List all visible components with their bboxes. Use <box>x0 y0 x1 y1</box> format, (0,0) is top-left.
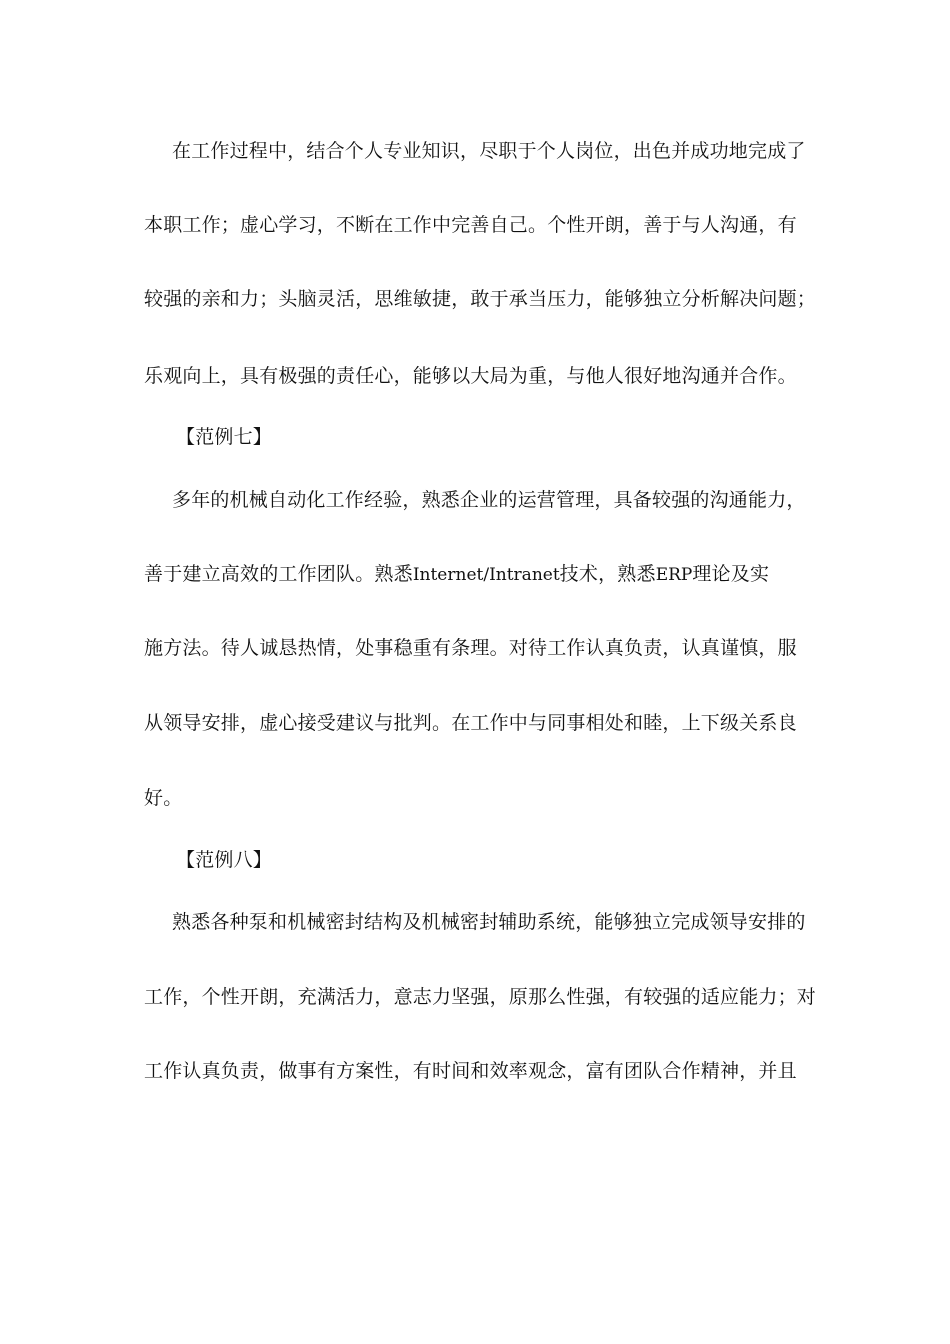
paragraph-2-line-2-part-e: 理论及实 <box>692 563 770 585</box>
paragraph-2-line-2-part-c: 技术，熟悉 <box>559 563 656 585</box>
paragraph-2-line-2-internet-term: Internet/Intranet <box>412 565 560 585</box>
section-heading-example-7: 【范例七】 <box>176 426 273 448</box>
paragraph-3-line-3: 工作认真负责，做事有方案性，有时间和效率观念，富有团队合作精神，并且 <box>144 1060 797 1082</box>
paragraph-1-line-1: 在工作过程中，结合个人专业知识，尽职于个人岗位，出色并成功地完成了 <box>172 140 806 162</box>
paragraph-3-line-2: 工作，个性开朗，充满活力，意志力坚强，原那么性强，有较强的适应能力；对 <box>144 986 817 1008</box>
paragraph-1-line-2: 本职工作；虚心学习，不断在工作中完善自己。个性开朗，善于与人沟通，有 <box>144 214 797 236</box>
paragraph-1-line-3: 较强的亲和力；头脑灵活，思维敏捷，敢于承当压力，能够独立分析解决问题； <box>144 288 817 310</box>
paragraph-2-line-4: 从领导安排，虚心接受建议与批判。在工作中与同事相处和睦，上下级关系良 <box>144 712 797 734</box>
paragraph-2-line-2 <box>144 562 769 587</box>
paragraph-3-line-1: 熟悉各种泵和机械密封结构及机械密封辅助系统，能够独立完成领导安排的 <box>172 911 806 933</box>
paragraph-2-line-1: 多年的机械自动化工作经验，熟悉企业的运营管理，具备较强的沟通能力， <box>172 489 806 511</box>
paragraph-2-line-2-erp-term: ERP <box>655 565 693 585</box>
paragraph-2-line-2-part-a: 善于建立高效的工作团队。熟悉 <box>144 563 413 585</box>
paragraph-1-line-4: 乐观向上，具有极强的责任心，能够以大局为重，与他人很好地沟通并合作。 <box>144 365 797 387</box>
paragraph-2-line-3: 施方法。待人诚恳热情，处事稳重有条理。对待工作认真负责，认真谨慎，服 <box>144 637 797 659</box>
section-heading-example-8: 【范例八】 <box>176 849 273 871</box>
paragraph-2-line-5: 好。 <box>144 787 183 809</box>
